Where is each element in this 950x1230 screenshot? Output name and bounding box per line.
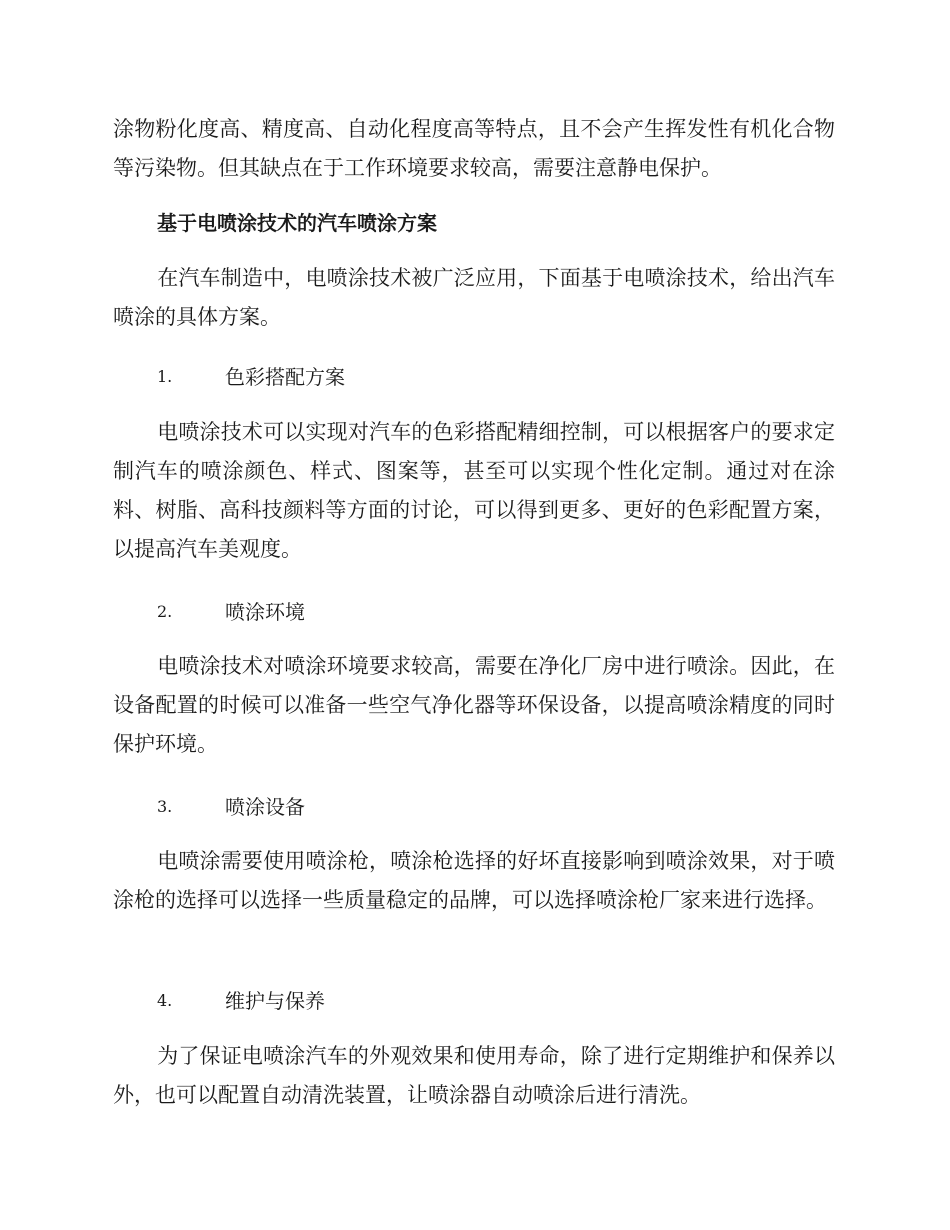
list-label: 色彩搭配方案 <box>225 365 345 389</box>
paragraph-text: 电喷涂需要使用喷涂枪，喷涂枪选择的好坏直接影响到喷涂效果，对于喷涂枪的选择可以选择一些质量稳定的品牌，可以选择喷涂枪厂家来进行选择。 <box>113 849 835 912</box>
paragraph-text: 电喷涂技术对喷涂环境要求较高，需要在净化厂房中进行喷涂。因此，在设备配置的时候可以准备一些空气净化器等环保设备，以提高喷涂精度的同时保护环境。 <box>113 654 835 756</box>
section-intro-paragraph <box>113 259 835 337</box>
section-heading: 基于电喷涂技术的汽车喷涂方案 <box>157 211 437 235</box>
list-number: 1. <box>157 367 173 386</box>
list-label: 维护与保养 <box>225 989 325 1013</box>
list-label: 喷涂环境 <box>225 600 305 624</box>
spray-equipment-paragraph <box>113 842 835 920</box>
color-scheme-paragraph <box>113 413 835 569</box>
list-number: 3. <box>157 797 173 816</box>
intro-paragraph: 涂物粉化度高、精度高、自动化程度高等特点，且不会产生挥发性有机化合物等污染物。但其缺点在于工作环境要求较高，需要注意静电保护。 <box>113 117 835 180</box>
list-label: 喷涂设备 <box>225 795 305 819</box>
list-number: 2. <box>157 602 173 621</box>
list-number: 4. <box>157 991 173 1010</box>
maintenance-paragraph <box>113 1037 835 1115</box>
spray-environment-paragraph <box>113 647 835 764</box>
paragraph-text: 电喷涂技术可以实现对汽车的色彩搭配精细控制，可以根据客户的要求定制汽车的喷涂颜色、样式、图案等，甚至可以实现个性化定制。通过对在涂料、树脂、高科技颜料等方面的讨论，可以得到更多、更好的色彩配置方案，以提高汽车美观度。 <box>113 420 835 561</box>
paragraph-text: 为了保证电喷涂汽车的外观效果和使用寿命，除了进行定期维护和保养以外，也可以配置自动清洗装置，让喷涂器自动喷涂后进行清洗。 <box>113 1044 835 1107</box>
paragraph-text: 在汽车制造中，电喷涂技术被广泛应用，下面基于电喷涂技术，给出汽车喷涂的具体方案。 <box>113 266 835 329</box>
